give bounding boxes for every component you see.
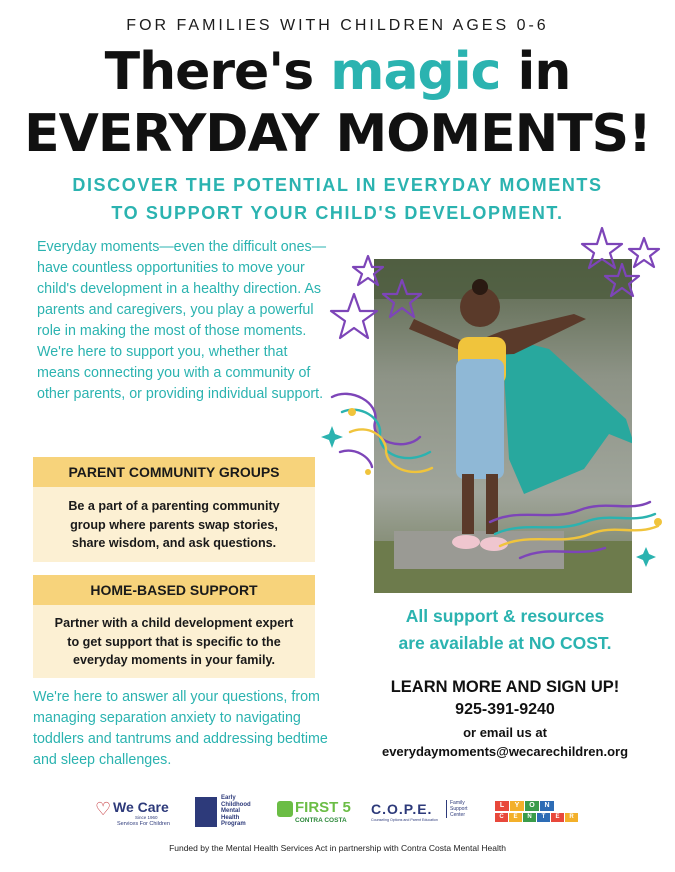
- partner-logos: [95, 795, 585, 831]
- closing-paragraph: We're here to answer all your questions, from managing separation anxiety to navigating toddlers and tantrums and addressing bedtime and sleep challenges.: [33, 689, 328, 768]
- sparkle-icon: [636, 547, 656, 567]
- program-line: group where parents swap stories,: [70, 517, 278, 532]
- star-icon: [582, 228, 622, 268]
- lyon-letter: O: [525, 801, 539, 811]
- program-line: share wisdom, and ask questions.: [71, 536, 277, 550]
- decorative-stars-swirls-icon: [320, 222, 675, 582]
- cope-side-text: Support: [450, 806, 468, 812]
- first5-sub: CONTRA COSTA: [295, 817, 347, 824]
- headline-magic: magic: [330, 42, 501, 102]
- program-description: [33, 605, 315, 678]
- headline-line-2: EVERYDAY MOMENTS!: [24, 104, 651, 164]
- cope-side-text: Family: [450, 800, 465, 806]
- program-line: to get support that is specific to the: [67, 634, 281, 649]
- ecmh-text: Program: [221, 821, 246, 828]
- lyon-letter: L: [495, 801, 509, 811]
- lyon-letter: R: [565, 813, 578, 822]
- program-title: HOME-BASED SUPPORT: [33, 575, 315, 605]
- cope-sub: Counseling Options and Parent Education: [371, 818, 438, 822]
- we-care-logo: [95, 795, 175, 831]
- lyon-letter: Y: [510, 801, 524, 811]
- cope-logo: [371, 795, 491, 831]
- star-icon: [629, 238, 659, 267]
- sparkle-icon: [321, 426, 343, 448]
- star-icon: [353, 256, 383, 285]
- cope-side-text: Center: [450, 812, 466, 818]
- no-cost-message: [350, 603, 660, 657]
- lyon-letter: N: [523, 813, 536, 822]
- signup-cta: LEARN MORE AND SIGN UP!: [390, 678, 620, 696]
- program-line: everyday moments in your family.: [72, 653, 276, 667]
- lyon-letter: T: [537, 813, 550, 822]
- lyon-letter: E: [551, 813, 564, 822]
- program-title: PARENT COMMUNITY GROUPS: [33, 457, 315, 487]
- first5-name: FIRST 5: [295, 799, 351, 816]
- ecmh-text: Health: [221, 814, 240, 821]
- ecmh-emblem-icon: [195, 797, 217, 827]
- we-care-name: We Care: [113, 799, 169, 815]
- funding-statement: Funded by the Mental Health Services Act in partnership with Contra Costa Mental Health: [169, 843, 506, 853]
- first5-logo: [277, 795, 355, 831]
- subheadline-line-1: DISCOVER THE POTENTIAL IN EVERYDAY MOMENTS: [72, 175, 603, 195]
- we-care-since: Since 1960: [135, 815, 158, 820]
- headline-text: in: [500, 42, 571, 102]
- audience-eyebrow: FOR FAMILIES WITH CHILDREN AGES 0-6: [126, 17, 549, 34]
- ecmh-logo: [195, 795, 275, 831]
- no-cost-line: are available at NO COST.: [398, 633, 612, 653]
- lyon-letter: C: [495, 813, 508, 822]
- headline-line-1: [0, 40, 675, 104]
- ecmh-text: Childhood: [221, 801, 251, 808]
- heart-icon: ♡: [95, 799, 112, 819]
- no-cost-line: All support & resources: [405, 606, 605, 626]
- lyon-center-logo: [495, 795, 581, 831]
- cope-name: C.O.P.E.: [371, 801, 433, 817]
- intro-paragraph: Everyday moments—even the difficult ones—have countless opportunities to move your child's development in a healthy direction. As parents and caregivers, you play a powerful role in making the most of those moments. We're here to support you, whether that means connecting you with a community of other parents, or providing individual support.: [37, 239, 326, 402]
- lyon-bottom-row: [495, 813, 578, 822]
- lyon-top-row: [495, 801, 554, 811]
- ecmh-text: Early: [221, 795, 236, 801]
- star-icon: [383, 280, 421, 317]
- program-line: Be a part of a parenting community: [68, 499, 280, 513]
- email-prefix: or email us at: [463, 725, 547, 740]
- subheadline-line-2: TO SUPPORT YOUR CHILD'S DEVELOPMENT.: [111, 203, 564, 223]
- star-icon: [331, 294, 377, 338]
- lyon-letter: E: [509, 813, 522, 822]
- first5-hand-icon: [277, 801, 293, 817]
- phone-number[interactable]: 925-391-9240: [455, 701, 555, 718]
- email-link[interactable]: everydaymoments@wecarechildren.org: [381, 744, 629, 759]
- program-description: [33, 487, 315, 562]
- program-line: Partner with a child development expert: [54, 616, 294, 630]
- we-care-tagline: Services For Children: [117, 821, 170, 827]
- headline-text: There's: [104, 42, 331, 102]
- lyon-letter: N: [540, 801, 554, 811]
- ecmh-text: Mental: [221, 808, 241, 815]
- star-icon: [605, 264, 639, 296]
